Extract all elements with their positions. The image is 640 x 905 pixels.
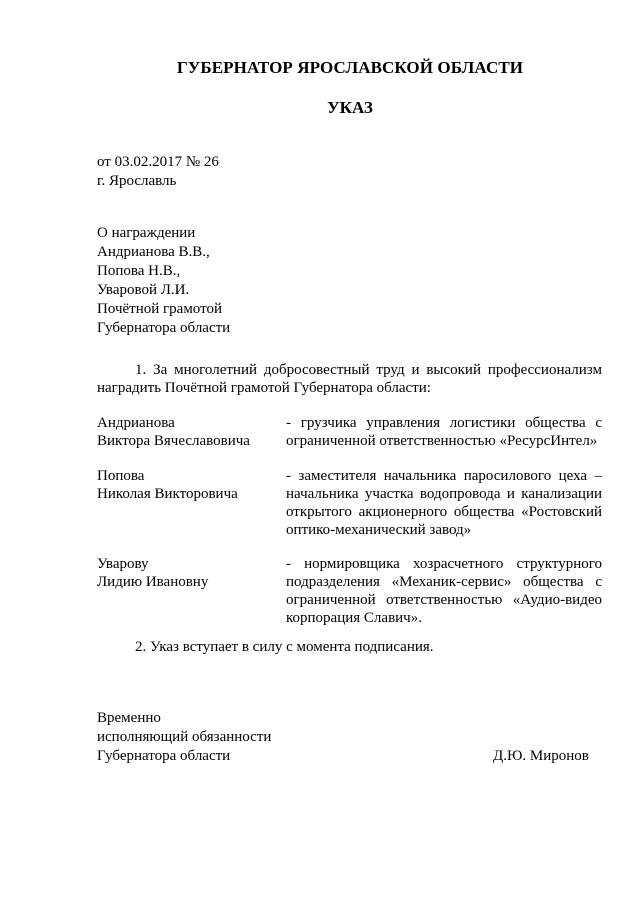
position-line: исполняющий обязанности [97,729,272,745]
subject-line: О награждении [97,225,196,241]
paragraph-2: 2. Указ вступает в силу с момента подписания. [135,639,434,655]
awardee-description: - нормировщика хозрасчетного структурного подразделения «Механик-сервис» общества с ограниченной ответственностью «Аудио-видео корпорация Славич». [286,556,602,626]
subject-line: Попова Н.В., [97,263,181,279]
document-meta [97,153,219,191]
awardee-name [97,467,282,503]
awardee-surname: Уварову [97,556,149,572]
awardee-description: - заместителя начальника паросилового цеха – начальника участка водопровода и канализации открытого акционерного общества «Ростовский оптико-механический завод» [286,468,602,538]
city: г. Ярославль [97,173,177,189]
awardee-name [97,414,282,450]
awardee-name [97,555,282,591]
awardee-given-names: Лидию Ивановну [97,574,209,590]
awardee-surname: Андрианова [97,415,175,431]
document-type: УКАЗ [327,98,373,117]
issuing-authority: ГУБЕРНАТОР ЯРОСЛАВСКОЙ ОБЛАСТИ [176,58,524,77]
awardee-description: - грузчика управления логистики общества с ограниченной ответственностью «РесурсИнтел» [286,415,602,449]
subject-line: Почётной грамотой [97,301,222,317]
awardee-given-names: Николая Викторовича [97,486,238,502]
awardee-given-names: Виктора Вячеславовича [97,433,250,449]
paragraph-1: 1. За многолетний добросовестный труд и высокий профессионализм наградить Почётной грамотой Губернатора области: [97,362,602,396]
subject-line: Уваровой Л.И. [97,282,190,298]
document-subject [97,224,230,338]
subject-line: Губернатора области [97,320,231,336]
signatory-position [97,709,271,766]
date-number: от 03.02.2017 № 26 [97,154,219,170]
position-line: Губернатора области [97,748,231,764]
awardee-surname: Попова [97,468,145,484]
subject-line: Андрианова В.В., [97,244,210,260]
signer-name: Д.Ю. Миронов [493,748,589,764]
position-line: Временно [97,710,161,726]
